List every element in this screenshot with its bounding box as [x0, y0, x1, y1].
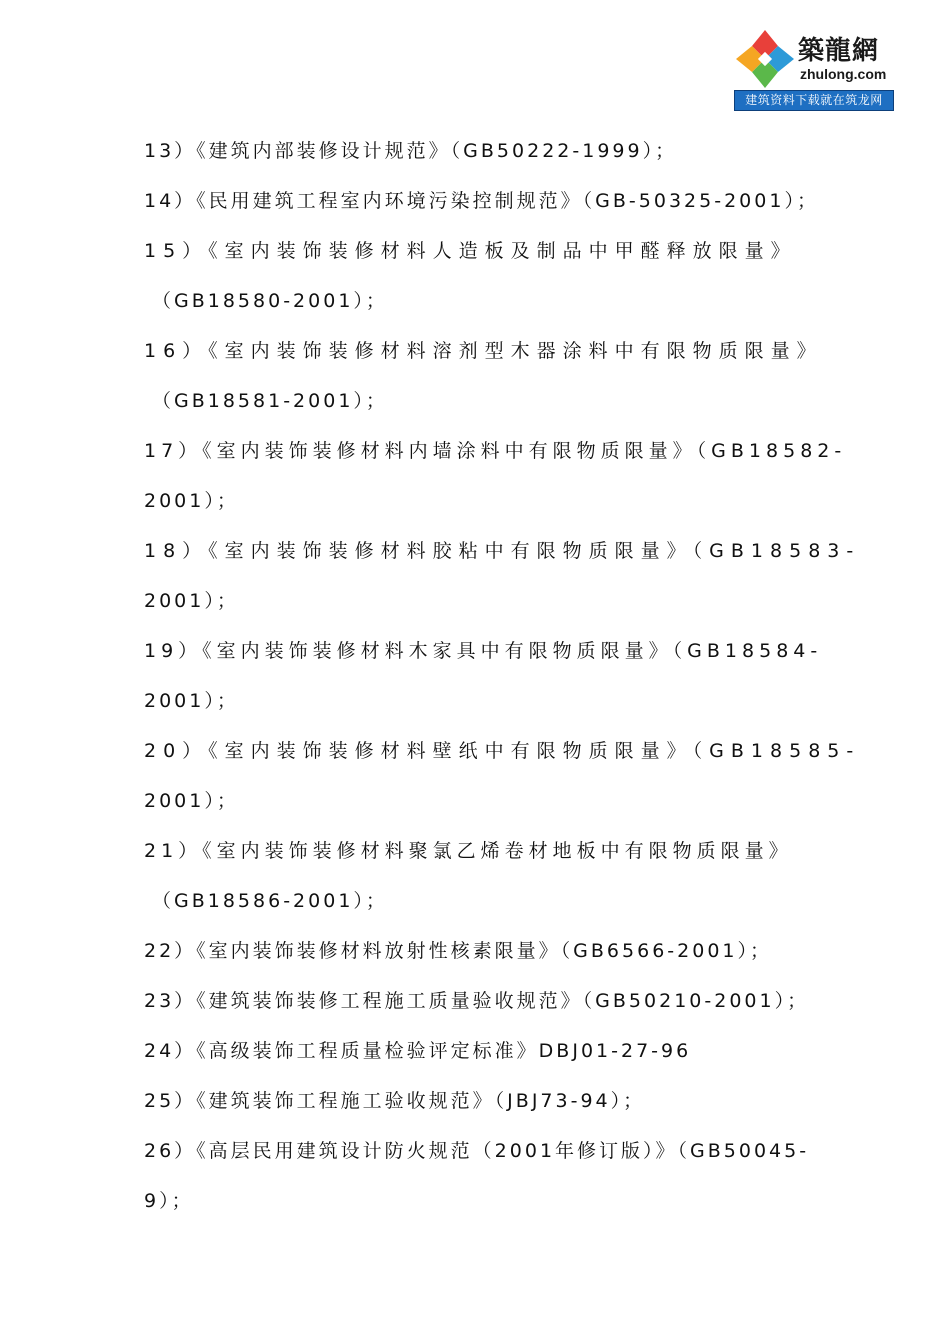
logo-domain: zhulong.com: [800, 66, 887, 82]
list-item: 19）《室内装饰装修材料木家具中有限物质限量》（GB18584-: [144, 640, 823, 662]
logo-brand-name: 築龍網: [798, 36, 880, 66]
list-item-continuation: 2001）；: [144, 490, 239, 512]
list-item-continuation: （GB18580-2001）；: [152, 290, 388, 312]
list-item: 23）《建筑装饰装修工程施工质量验收规范》（GB50210-2001）；: [144, 990, 810, 1012]
list-item: 18）《室内装饰装修材料胶粘中有限物质限量》（GB18583-: [144, 540, 861, 562]
list-item-continuation: 2001）；: [144, 590, 239, 612]
list-item-continuation: 2001）；: [144, 790, 239, 812]
list-item: 22）《室内装饰装修材料放射性核素限量》（GB6566-2001）；: [144, 940, 772, 962]
list-item: 17）《室内装饰装修材料内墙涂料中有限物质限量》（GB18582-: [144, 440, 847, 462]
standards-list: [144, 132, 861, 1232]
list-item: 21）《室内装饰装修材料聚氯乙烯卷材地板中有限物质限量》: [144, 840, 793, 862]
list-item-continuation: 9）；: [144, 1190, 194, 1212]
zhulong-logo: [734, 26, 894, 110]
list-item: 13）《建筑内部装修设计规范》（GB50222-1999）；: [144, 140, 678, 162]
list-item: 20）《室内装饰装修材料壁纸中有限物质限量》（GB18585-: [144, 740, 861, 762]
list-item: 25）《建筑装饰工程施工验收规范》（JBJ73-94）；: [144, 1090, 646, 1112]
list-item: 16）《室内装饰装修材料溶剂型木器涂料中有限物质限量》: [144, 340, 823, 362]
list-item: 14）《民用建筑工程室内环境污染控制规范》（GB-50325-2001）；: [144, 190, 819, 212]
list-item: 15）《室内装饰装修材料人造板及制品中甲醛释放限量》: [144, 240, 797, 262]
list-item-continuation: 2001）；: [144, 690, 239, 712]
list-item: 26）《高层民用建筑设计防火规范（2001年修订版）》（GB50045-: [144, 1140, 810, 1162]
list-item-continuation: （GB18581-2001）；: [152, 390, 388, 412]
list-item: 24）《高级装饰工程质量检验评定标准》DBJ01-27-96: [144, 1040, 692, 1062]
logo-slogan: 建筑资料下载就在筑龙网: [734, 90, 894, 111]
list-item-continuation: （GB18586-2001）；: [152, 890, 388, 912]
zhulong-logo-icon: [734, 28, 796, 90]
